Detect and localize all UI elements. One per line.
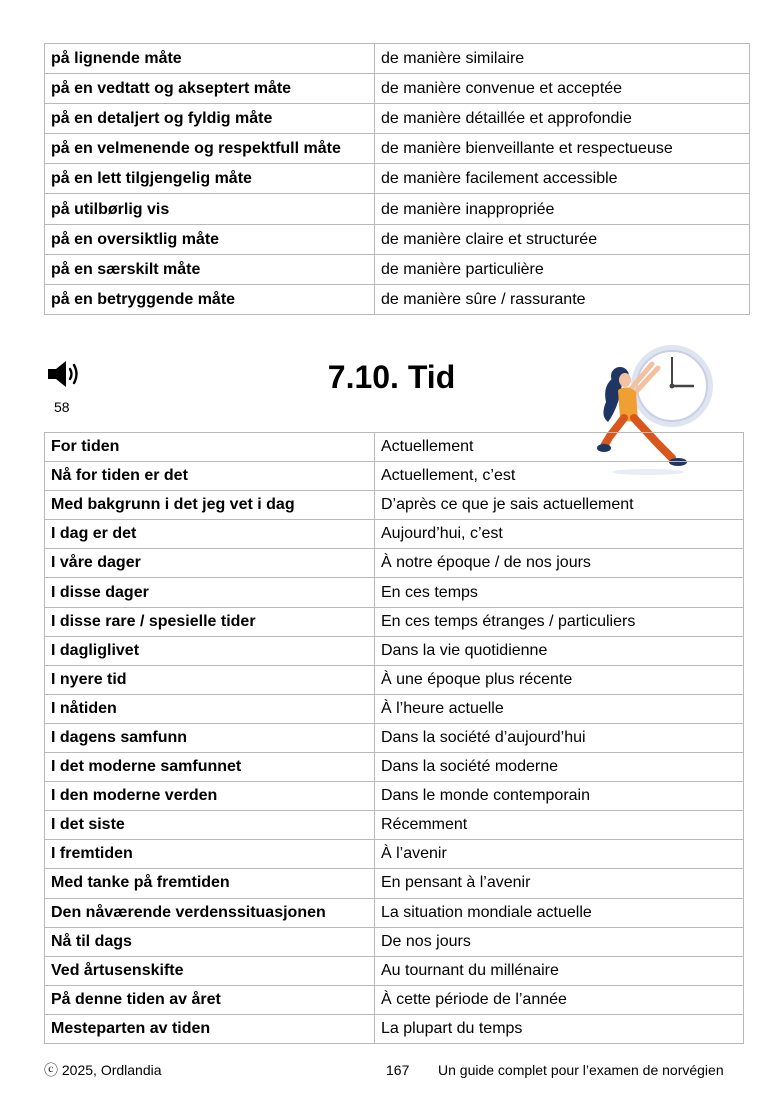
french-translation: À l’avenir	[375, 840, 744, 869]
table-row	[45, 753, 744, 782]
french-translation: de manière facilement accessible	[375, 164, 750, 194]
time-vocabulary-table	[44, 432, 744, 1044]
french-translation: De nos jours	[375, 927, 744, 956]
table-row	[45, 723, 744, 752]
norwegian-phrase: på en betryggende måte	[45, 284, 375, 314]
french-translation: Actuellement	[375, 433, 744, 462]
french-translation: de manière sûre / rassurante	[375, 284, 750, 314]
audio-track-number: 58	[54, 399, 70, 415]
table-row	[45, 811, 744, 840]
french-translation: de manière claire et structurée	[375, 224, 750, 254]
table-row	[45, 224, 750, 254]
french-translation: À notre époque / de nos jours	[375, 549, 744, 578]
french-translation: La plupart du temps	[375, 1014, 744, 1043]
table-row	[45, 254, 750, 284]
table-row	[45, 433, 744, 462]
norwegian-phrase: For tiden	[45, 433, 375, 462]
norwegian-phrase: på en detaljert og fyldig måte	[45, 104, 375, 134]
table-row	[45, 74, 750, 104]
french-translation: En pensant à l’avenir	[375, 869, 744, 898]
french-translation: Dans la société moderne	[375, 753, 744, 782]
table-row	[45, 491, 744, 520]
table-row	[45, 520, 744, 549]
table-row	[45, 44, 750, 74]
table-row	[45, 985, 744, 1014]
table-row	[45, 665, 744, 694]
norwegian-phrase: Med tanke på fremtiden	[45, 869, 375, 898]
french-translation: Actuellement, c’est	[375, 462, 744, 491]
norwegian-phrase: Den nåværende verdenssituasjonen	[45, 898, 375, 927]
norwegian-phrase: I nåtiden	[45, 694, 375, 723]
table-row	[45, 927, 744, 956]
french-translation: En ces temps étranges / particuliers	[375, 607, 744, 636]
footer-copyright: ⓒ 2025, Ordlandia	[44, 1062, 162, 1078]
french-translation: de manière particulière	[375, 254, 750, 284]
norwegian-phrase: på en særskilt måte	[45, 254, 375, 284]
french-translation: À une époque plus récente	[375, 665, 744, 694]
norwegian-phrase: på lignende måte	[45, 44, 375, 74]
footer-book-title: Un guide complet pour l’examen de norvégien	[438, 1062, 724, 1078]
table-row	[45, 840, 744, 869]
table-row	[45, 134, 750, 164]
norwegian-phrase: I det siste	[45, 811, 375, 840]
norwegian-phrase: Ved årtusenskifte	[45, 956, 375, 985]
table-row	[45, 607, 744, 636]
table-row	[45, 782, 744, 811]
norwegian-phrase: Med bakgrunn i det jeg vet i dag	[45, 491, 375, 520]
table-row	[45, 898, 744, 927]
norwegian-phrase: I disse rare / spesielle tider	[45, 607, 375, 636]
norwegian-phrase: på en lett tilgjengelig måte	[45, 164, 375, 194]
table-row	[45, 869, 744, 898]
french-translation: Récemment	[375, 811, 744, 840]
norwegian-phrase: I det moderne samfunnet	[45, 753, 375, 782]
section-title: 7.10. Tid	[327, 359, 456, 395]
table-row	[45, 194, 750, 224]
table-row	[45, 462, 744, 491]
french-translation: À cette période de l’année	[375, 985, 744, 1014]
norwegian-phrase: på utilbørlig vis	[45, 194, 375, 224]
norwegian-phrase: I våre dager	[45, 549, 375, 578]
table-row	[45, 956, 744, 985]
norwegian-phrase: I dagliglivet	[45, 636, 375, 665]
norwegian-phrase: på en vedtatt og akseptert måte	[45, 74, 375, 104]
table-row	[45, 549, 744, 578]
french-translation: En ces temps	[375, 578, 744, 607]
norwegian-phrase: Nå til dags	[45, 927, 375, 956]
norwegian-phrase: på en velmenende og respektfull måte	[45, 134, 375, 164]
table-row	[45, 284, 750, 314]
french-translation: de manière inappropriée	[375, 194, 750, 224]
norwegian-phrase: I dagens samfunn	[45, 723, 375, 752]
table-row	[45, 164, 750, 194]
french-translation: Au tournant du millénaire	[375, 956, 744, 985]
norwegian-phrase: på en oversiktlig måte	[45, 224, 375, 254]
norwegian-phrase: I dag er det	[45, 520, 375, 549]
norwegian-phrase: Nå for tiden er det	[45, 462, 375, 491]
french-translation: Aujourd’hui, c’est	[375, 520, 744, 549]
french-translation: À l’heure actuelle	[375, 694, 744, 723]
french-translation: Dans la vie quotidienne	[375, 636, 744, 665]
footer-page-number: 167	[386, 1062, 410, 1078]
top-vocabulary-table	[44, 43, 750, 315]
french-translation: Dans la société d’aujourd’hui	[375, 723, 744, 752]
table-row	[45, 578, 744, 607]
norwegian-phrase: I disse dager	[45, 578, 375, 607]
french-translation: de manière détaillée et approfondie	[375, 104, 750, 134]
norwegian-phrase: I fremtiden	[45, 840, 375, 869]
table-row	[45, 636, 744, 665]
norwegian-phrase: Mesteparten av tiden	[45, 1014, 375, 1043]
french-translation: de manière bienveillante et respectueuse	[375, 134, 750, 164]
table-row	[45, 104, 750, 134]
norwegian-phrase: I nyere tid	[45, 665, 375, 694]
norwegian-phrase: På denne tiden av året	[45, 985, 375, 1014]
french-translation: La situation mondiale actuelle	[375, 898, 744, 927]
table-row	[45, 1014, 744, 1043]
table-row	[45, 694, 744, 723]
french-translation: Dans le monde contemporain	[375, 782, 744, 811]
norwegian-phrase: I den moderne verden	[45, 782, 375, 811]
french-translation: de manière convenue et acceptée	[375, 74, 750, 104]
french-translation: de manière similaire	[375, 44, 750, 74]
french-translation: D’après ce que je sais actuellement	[375, 491, 744, 520]
